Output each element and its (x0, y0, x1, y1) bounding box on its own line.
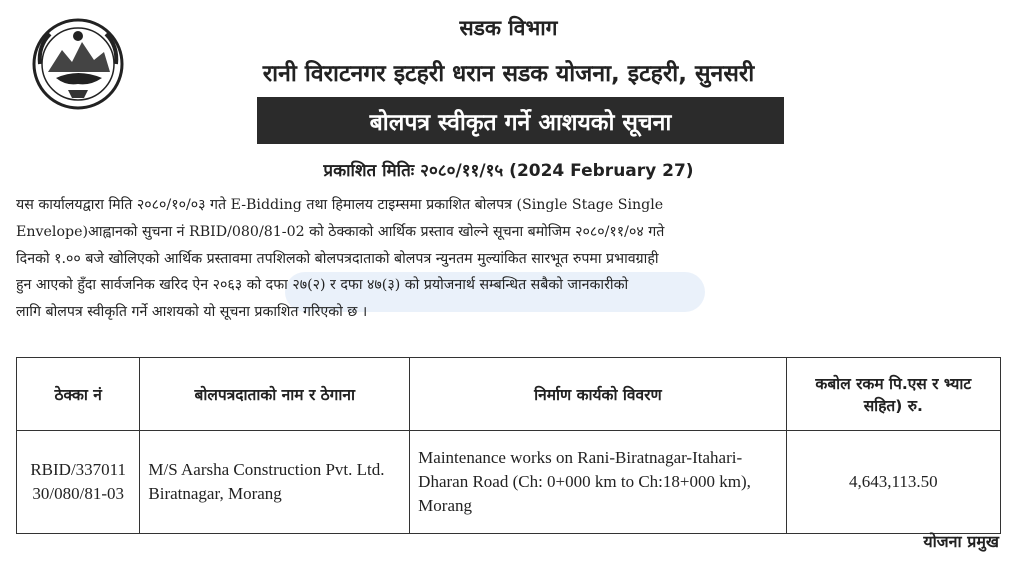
notice-title: बोलपत्र स्वीकृत गर्ने आशयको सूचना (257, 97, 784, 144)
header-contract-no: ठेक्का नं (17, 358, 140, 431)
department-heading: सडक विभाग (459, 16, 558, 40)
body-line-3: दिनको १.०० बजे खोलिएको आर्थिक प्रस्तावमा तपशिलको बोलपत्रदाताको बोलपत्र न्युनतम मुल्यांकित सारभूत रुपमा प्रभावग्राही (16, 250, 659, 267)
published-date: प्रकाशित मितिः २०८०/११/१५ (2024 February 27) (323, 161, 694, 181)
cell-amount: 4,643,113.50 (786, 431, 1000, 534)
header-work-description: निर्माण कार्यको विवरण (410, 358, 786, 431)
bid-table (16, 357, 1001, 534)
body-line-5: लागि बोलपत्र स्वीकृति गर्ने आशयको यो सूचना प्रकाशित गरिएको छ । (16, 304, 368, 321)
body-line-4: हुन आएको हुँदा सार्वजनिक खरिद ऐन २०६३ को दफा २७(२) र दफा ४७(३) को प्रयोजनार्थ सम्बन्धित सबैको जानकारीको (16, 277, 629, 294)
cell-work-description: Maintenance works on Rani-Biratnagar-Itahari-Dharan Road (Ch: 0+000 km to Ch:18+000 km), Morang (410, 431, 786, 534)
body-line-1: यस कार्यालयद्वारा मिति २०८०/१०/०३ गते E-Bidding तथा हिमालय टाइम्समा प्रकाशित बोलपत्र (Single Stage Single (16, 197, 664, 213)
table-row (17, 431, 1001, 534)
notice-body (16, 192, 1002, 326)
cell-contract-no: RBID/337011 30/080/81-03 (17, 431, 140, 534)
table-header-row (17, 358, 1001, 431)
project-office-heading: रानी विराटनगर इटहरी धरान सडक योजना, इटहरी, सुनसरी (262, 61, 755, 87)
cell-bidder: M/S Aarsha Construction Pvt. Ltd. Biratnagar, Morang (140, 431, 410, 534)
header-amount: कबोल रकम पि.एस र भ्याट सहित) रु. (786, 358, 1000, 431)
body-line-2: Envelope)आह्वानको सुचना नं RBID/080/81-02 को ठेक्काको आर्थिक प्रस्ताव खोल्ने सूचना बमोजिम २०८०/११/०४ गते (16, 223, 665, 240)
header-bidder: बोलपत्रदाताको नाम र ठेगाना (140, 358, 410, 431)
signature-project-chief: योजना प्रमुख (923, 532, 999, 551)
